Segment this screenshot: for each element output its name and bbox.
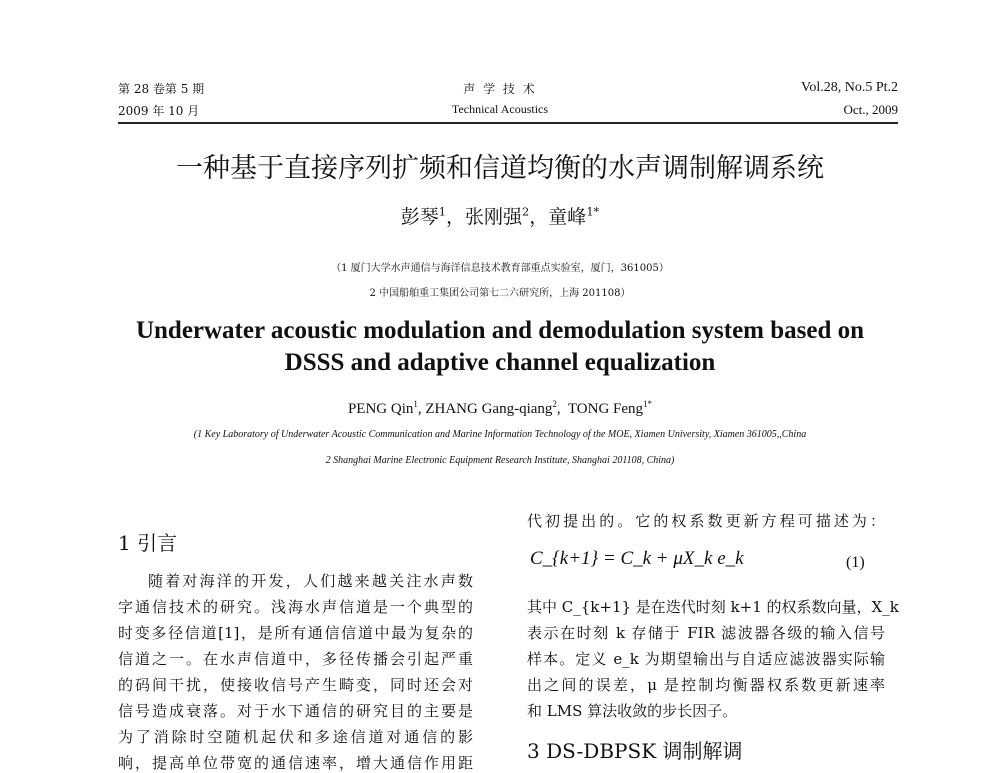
author-name: 童峰: [548, 206, 587, 228]
authors-cn: 彭琴$^1$，张刚强$^2$，童峰$^{1*}$: [400, 204, 600, 228]
author-affil-mark: 1*: [643, 399, 653, 409]
section-heading-ds-dbpsk: 3 DS-DBPSK 调制解调: [527, 739, 743, 763]
author-affil-mark: 2: [522, 204, 530, 219]
body-line: 样本。定义 e_k 为期望输出与自适应滤波器实际输: [527, 650, 885, 668]
author-name: ZHANG Gang-qiang: [425, 401, 553, 417]
body-line: 出之间的误差，μ 是控制均衡器权系数更新速率: [527, 676, 885, 694]
affiliation-cn: （1 厦门大学水声通信与海洋信息技术教育部重点实验室，厦门，361005）: [331, 263, 669, 274]
journal-name-en: Technical Acoustics: [451, 102, 549, 116]
authors-en: PENG Qin$^1$, ZHANG Gang-qiang$^2$, TONG Feng$^{1*}$: [347, 399, 653, 417]
affiliation-en: 2 Shanghai Marine Electronic Equipment Research Institute, Shanghai 201108, China): [325, 455, 675, 466]
body-line: 信道之一。在水声信道中，多径传播会引起严重: [118, 650, 473, 668]
equation-number: (1): [846, 554, 865, 571]
title-en-line: DSSS and adaptive channel equalization: [284, 349, 716, 376]
date-en: Oct., 2009: [843, 102, 898, 117]
affiliation-en: (1 Key Laboratory of Underwater Acoustic Communication and Marine Information Technology of the MOE, Xiamen University, Xiamen 361005,,China: [193, 429, 807, 440]
title-en-line: Underwater acoustic modulation and demodulation system based on: [135, 317, 865, 344]
body-line: 为了消除时空随机起伏和多途信道对通信的影: [118, 728, 473, 746]
author-affil-mark: 1: [438, 204, 446, 219]
author-name: 彭琴: [400, 206, 439, 228]
body-line: 表示在时刻 k 存储于 FIR 滤波器各级的输入信号: [527, 624, 885, 642]
body-line: 响，提高单位带宽的通信速率，增大通信作用距: [118, 754, 473, 772]
author-name: TONG Feng: [567, 401, 644, 417]
body-line: 和 LMS 算法收敛的步长因子。: [527, 702, 738, 720]
affiliation-cn: 2 中国船舶重工集团公司第七二六研究所，上海 201108）: [369, 288, 631, 299]
journal-name-cn: 声 学 技 术: [463, 82, 537, 96]
body-line: 代初提出的。它的权系数更新方程可描述为：: [527, 512, 885, 530]
author-affil-mark: 2: [552, 399, 557, 409]
author-name: PENG Qin: [347, 401, 414, 417]
body-line: 信号造成衰落。对于水下通信的研究目的主要是: [118, 702, 473, 720]
equation-lms-update: C_{k+1} = C_k + μX_k e_k: [530, 548, 744, 569]
author-affil-mark: 1*: [586, 204, 600, 219]
section-heading-intro: 1 引言: [118, 531, 178, 555]
body-line: 字通信技术的研究。浅海水声信道是一个典型的: [118, 598, 473, 616]
body-line: 随着对海洋的开发，人们越来越关注水声数: [148, 572, 473, 590]
title-cn: 一种基于直接序列扩频和信道均衡的水声调制解调系统: [176, 153, 824, 184]
body-line: 时变多径信道[1]，是所有通信信道中最为复杂的: [118, 624, 473, 642]
body-line: 的码间干扰，使接收信号产生畸变，同时还会对: [118, 676, 473, 694]
author-affil-mark: 1: [413, 399, 418, 409]
header-rule: [118, 122, 898, 124]
body-line: 其中 C_{k+1} 是在迭代时刻 k+1 的权系数向量，X_k: [527, 598, 899, 616]
date-cn: 2009 年 10 月: [118, 104, 200, 118]
author-name: 张刚强: [465, 206, 523, 228]
volume-issue-en: Vol.28, No.5 Pt.2: [801, 80, 898, 95]
volume-issue-cn: 第 28 卷第 5 期: [118, 82, 205, 96]
